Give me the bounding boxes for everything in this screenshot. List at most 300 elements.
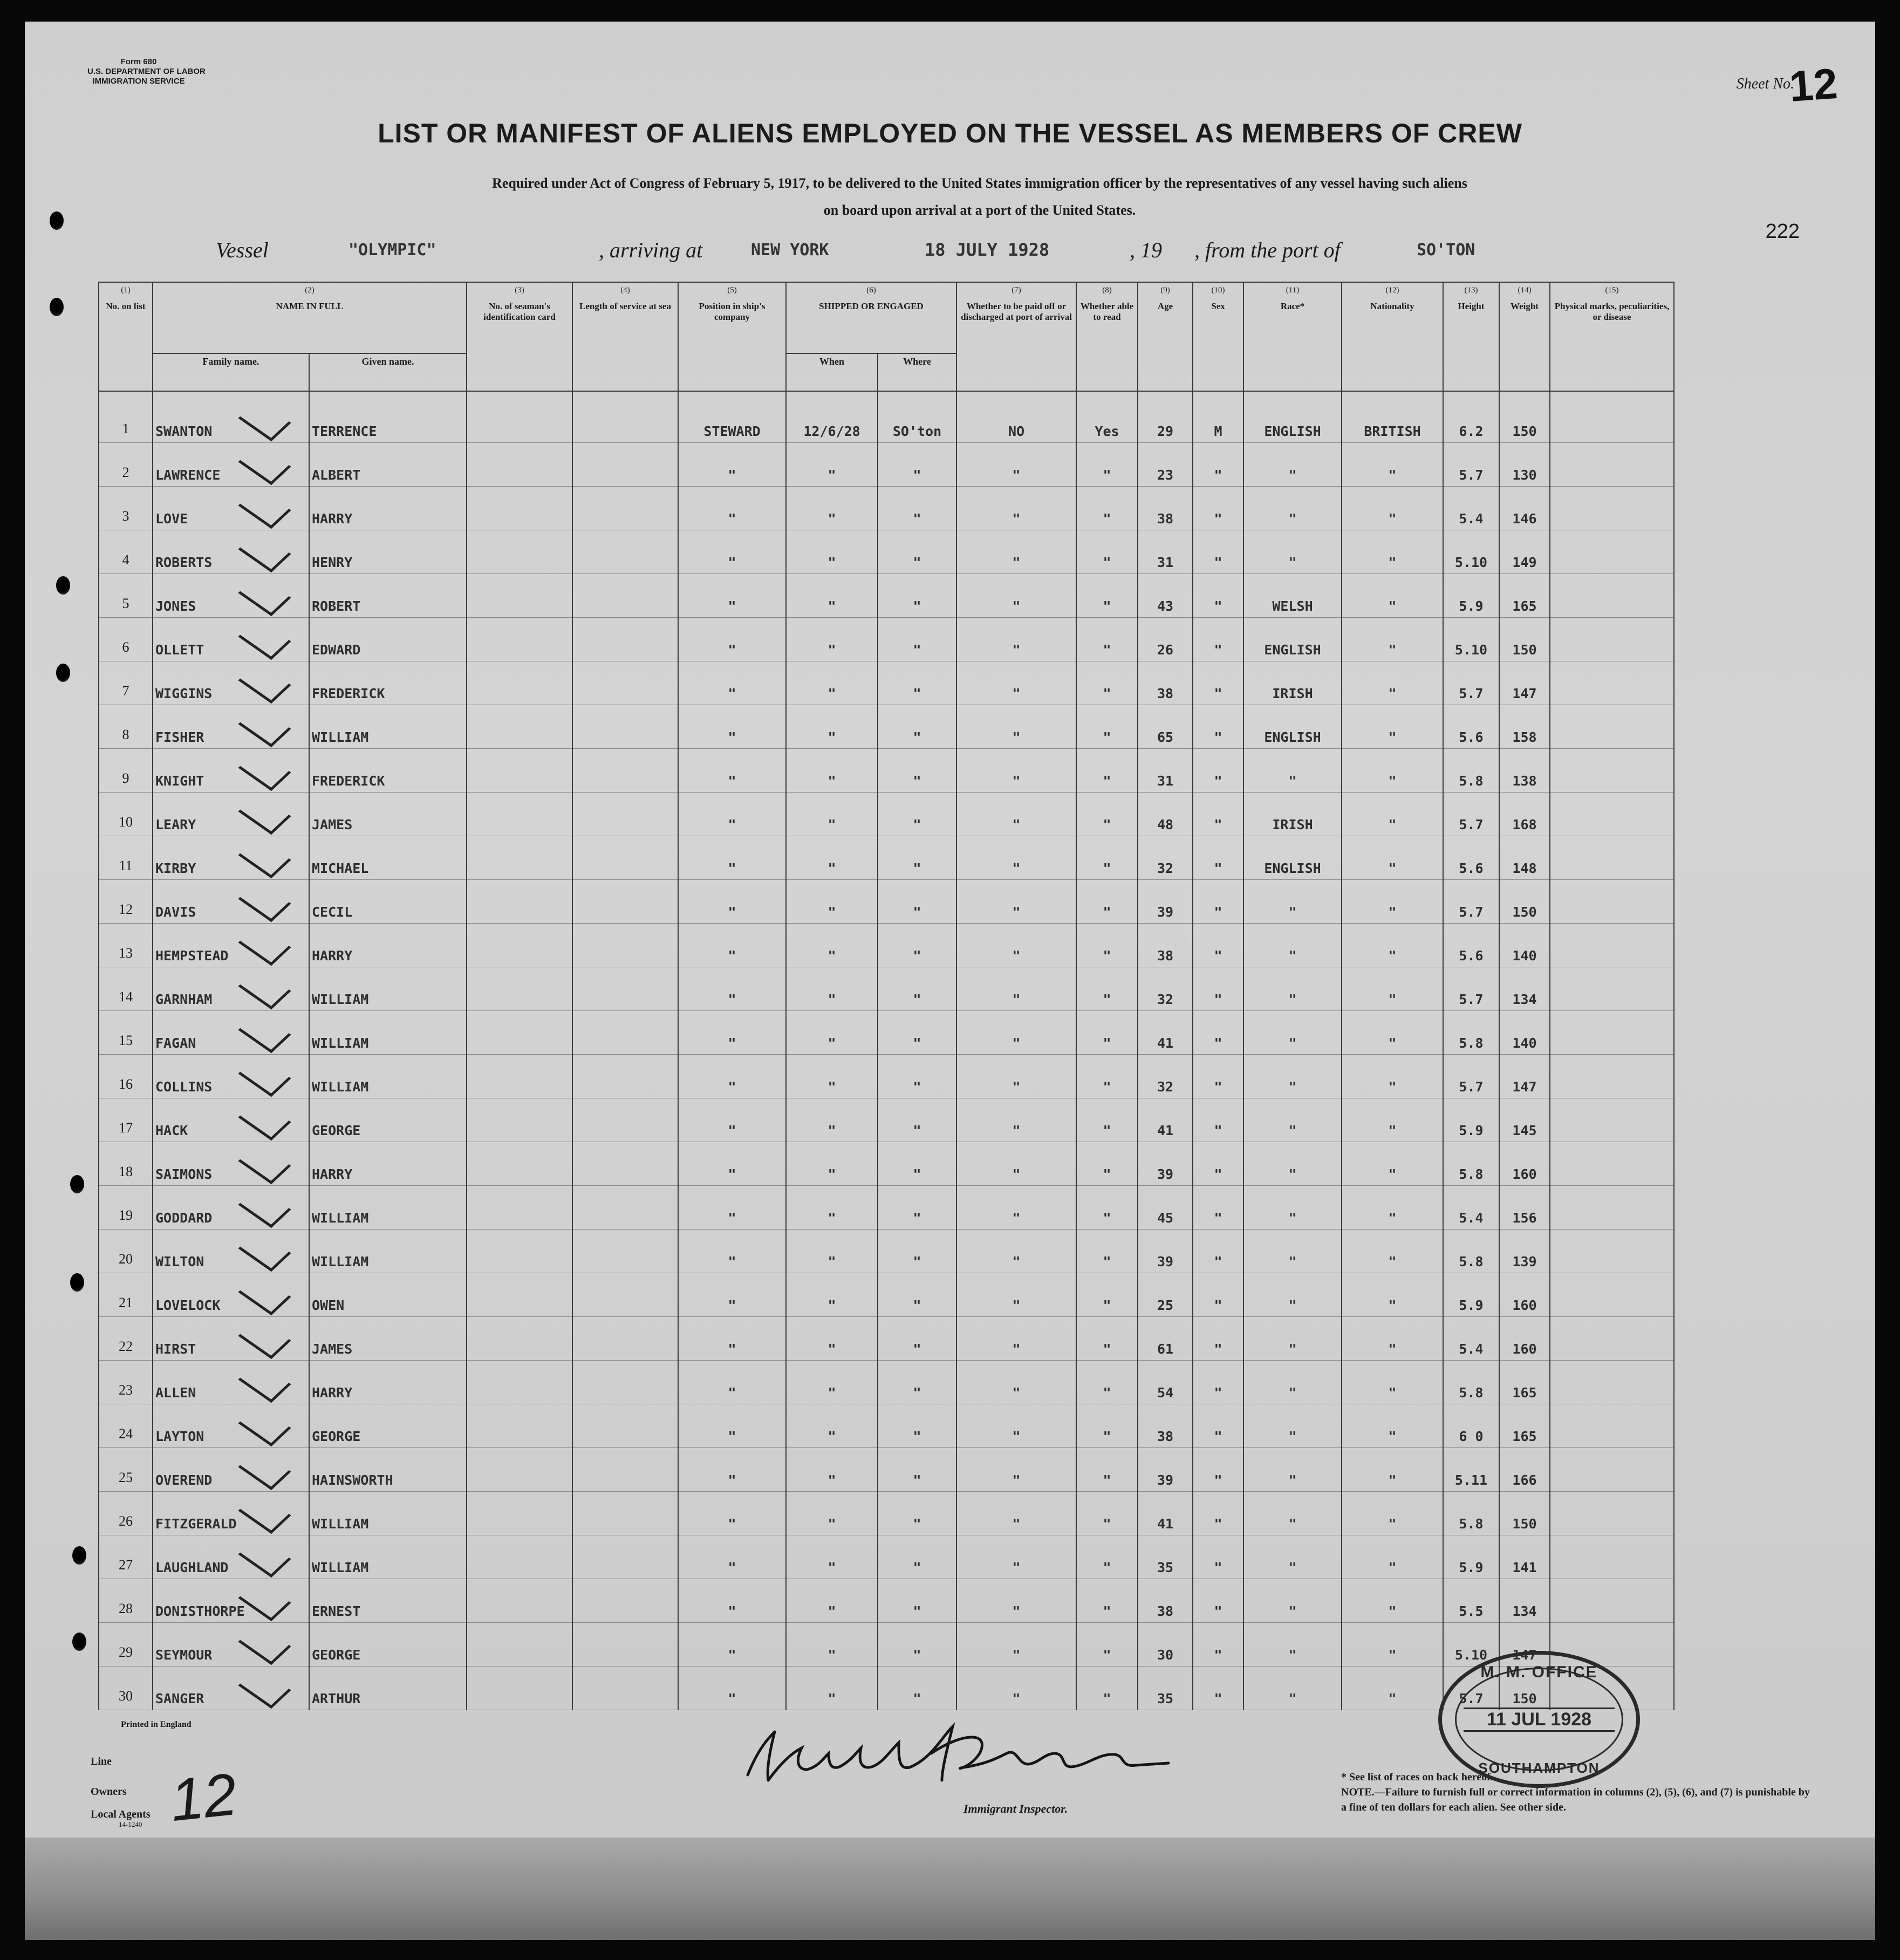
race: " <box>1243 880 1342 924</box>
height: 5.10 <box>1443 1623 1499 1667</box>
paid-off: " <box>956 1055 1076 1098</box>
given-name: TERRENCE <box>309 391 467 443</box>
stamp-bottom-text: SOUTHAMPTON <box>1478 1760 1600 1776</box>
id-card-cell <box>467 1186 572 1230</box>
table-row <box>99 1142 1674 1186</box>
able-to-read: " <box>1076 487 1138 530</box>
position: " <box>678 924 786 967</box>
position: " <box>678 574 786 618</box>
id-card-cell <box>467 1623 572 1667</box>
family-name <box>153 967 309 1011</box>
service-length-cell <box>572 1142 678 1186</box>
row-number: 20 <box>99 1230 153 1273</box>
family-name-text: SEYMOUR <box>155 1647 213 1663</box>
given-name: GEORGE <box>309 1404 467 1448</box>
family-name-text: HACK <box>155 1123 188 1138</box>
sex: " <box>1193 487 1243 530</box>
table-row <box>99 443 1674 487</box>
col-header-where: Where <box>878 353 956 391</box>
height: 5.6 <box>1443 836 1499 880</box>
nationality: " <box>1342 967 1443 1011</box>
family-name <box>153 1317 309 1361</box>
shipped-where: " <box>878 1579 956 1623</box>
paid-off: " <box>956 749 1076 793</box>
able-to-read: " <box>1076 793 1138 836</box>
age: 38 <box>1138 661 1193 705</box>
paid-off: " <box>956 1230 1076 1273</box>
given-name: JAMES <box>309 1317 467 1361</box>
nationality: " <box>1342 1055 1443 1098</box>
row-number: 25 <box>99 1448 153 1492</box>
shipped-when: " <box>786 443 878 487</box>
service-length-cell <box>572 618 678 661</box>
weight: 166 <box>1499 1448 1550 1492</box>
family-name <box>153 1448 309 1492</box>
race: " <box>1243 967 1342 1011</box>
family-name-text: DAVIS <box>155 904 196 920</box>
physical-marks-cell <box>1550 705 1674 749</box>
id-card-cell <box>467 1317 572 1361</box>
table-row <box>99 705 1674 749</box>
form-number: Form 680 <box>120 57 157 66</box>
height: 5.8 <box>1443 1492 1499 1535</box>
service-length-cell <box>572 1230 678 1273</box>
family-name <box>153 618 309 661</box>
id-card-cell <box>467 1055 572 1098</box>
shipped-where: SO'ton <box>878 391 956 443</box>
id-card-cell <box>467 1273 572 1317</box>
shipped-when: " <box>786 1448 878 1492</box>
age: 54 <box>1138 1361 1193 1404</box>
page-title: LIST OR MANIFEST OF ALIENS EMPLOYED ON THE VESSEL AS MEMBERS OF CREW <box>378 118 1522 148</box>
age: 26 <box>1138 618 1193 661</box>
age: 38 <box>1138 487 1193 530</box>
service-length-cell <box>572 705 678 749</box>
arrival-date: 18 JULY 1928 <box>925 240 1050 260</box>
table-row <box>99 1492 1674 1535</box>
handwritten-number: 12 <box>167 1760 240 1834</box>
nationality: " <box>1342 924 1443 967</box>
height: 5.8 <box>1443 1361 1499 1404</box>
row-number: 7 <box>99 661 153 705</box>
paid-off: " <box>956 1273 1076 1317</box>
weight: 150 <box>1499 880 1550 924</box>
race: ENGLISH <box>1243 836 1342 880</box>
service-length-cell <box>572 836 678 880</box>
physical-marks-cell <box>1550 618 1674 661</box>
able-to-read: " <box>1076 967 1138 1011</box>
shipped-when: " <box>786 1492 878 1535</box>
weight: 134 <box>1499 1579 1550 1623</box>
height: 5.10 <box>1443 530 1499 574</box>
service-length-cell <box>572 1448 678 1492</box>
race: " <box>1243 1186 1342 1230</box>
shipped-when: " <box>786 924 878 967</box>
physical-marks-cell <box>1550 793 1674 836</box>
sex: " <box>1193 1186 1243 1230</box>
position: " <box>678 1011 786 1055</box>
weight: 165 <box>1499 574 1550 618</box>
physical-marks-cell <box>1550 880 1674 924</box>
height: 5.9 <box>1443 1535 1499 1579</box>
race: ENGLISH <box>1243 618 1342 661</box>
service-length-cell <box>572 1623 678 1667</box>
service-length-cell <box>572 1579 678 1623</box>
paid-off: " <box>956 924 1076 967</box>
position: " <box>678 1230 786 1273</box>
family-name <box>153 1623 309 1667</box>
physical-marks-cell <box>1550 391 1674 443</box>
weight: 165 <box>1499 1404 1550 1448</box>
position: " <box>678 1098 786 1142</box>
family-name <box>153 924 309 967</box>
row-number: 26 <box>99 1492 153 1535</box>
age: 41 <box>1138 1011 1193 1055</box>
height: 5.7 <box>1443 880 1499 924</box>
given-name: WILLIAM <box>309 1492 467 1535</box>
arriving-port: NEW YORK <box>751 241 829 259</box>
service-length-cell <box>572 1273 678 1317</box>
given-name: HARRY <box>309 1361 467 1404</box>
nationality: " <box>1342 836 1443 880</box>
paid-off: " <box>956 836 1076 880</box>
paid-off: " <box>956 705 1076 749</box>
col-header-service-length: (4) Length of service at sea <box>572 282 678 391</box>
col-header-family-name: Family name. <box>153 353 309 391</box>
shipped-where: " <box>878 1186 956 1230</box>
sex: " <box>1193 1623 1243 1667</box>
race: ENGLISH <box>1243 705 1342 749</box>
physical-marks-cell <box>1550 1448 1674 1492</box>
given-name: OWEN <box>309 1273 467 1317</box>
family-name-text: LAYTON <box>155 1429 204 1444</box>
weight: 158 <box>1499 705 1550 749</box>
from-port-label: , from the port of <box>1194 238 1341 262</box>
race: " <box>1243 1623 1342 1667</box>
sex: " <box>1193 1142 1243 1186</box>
paid-off: " <box>956 1098 1076 1142</box>
sex: " <box>1193 1492 1243 1535</box>
age: 43 <box>1138 574 1193 618</box>
service-length-cell <box>572 1098 678 1142</box>
nationality: " <box>1342 705 1443 749</box>
col-header-weight: (14) Weight <box>1499 282 1550 391</box>
inspector-signature <box>737 1716 1179 1797</box>
able-to-read: " <box>1076 1579 1138 1623</box>
paid-off: " <box>956 1535 1076 1579</box>
height: 6 0 <box>1443 1404 1499 1448</box>
race: " <box>1243 1098 1342 1142</box>
service-length-cell <box>572 487 678 530</box>
nationality: " <box>1342 880 1443 924</box>
given-name: HENRY <box>309 530 467 574</box>
col-header-name: (2) NAME IN FULL <box>153 282 467 353</box>
given-name: GEORGE <box>309 1623 467 1667</box>
paid-off: " <box>956 487 1076 530</box>
height: 5.7 <box>1443 793 1499 836</box>
id-card-cell <box>467 487 572 530</box>
nationality: " <box>1342 530 1443 574</box>
weight: 149 <box>1499 530 1550 574</box>
nationality: " <box>1342 1579 1443 1623</box>
weight: 168 <box>1499 793 1550 836</box>
shipped-when: " <box>786 967 878 1011</box>
family-name-text: SWANTON <box>155 424 213 439</box>
sex: " <box>1193 661 1243 705</box>
line-label: Line <box>91 1756 112 1767</box>
position: " <box>678 967 786 1011</box>
paid-off: " <box>956 1186 1076 1230</box>
height: 5.6 <box>1443 924 1499 967</box>
family-name <box>153 530 309 574</box>
family-name-text: GODDARD <box>155 1210 213 1226</box>
paid-off: " <box>956 530 1076 574</box>
position: " <box>678 1448 786 1492</box>
col-header-id-card: (3) No. of seaman's identification card <box>467 282 572 391</box>
table-row <box>99 924 1674 967</box>
race: " <box>1243 1230 1342 1273</box>
weight: 147 <box>1499 1623 1550 1667</box>
family-name <box>153 836 309 880</box>
family-name-text: FITZGERALD <box>155 1516 237 1532</box>
shipped-where: " <box>878 661 956 705</box>
given-name: WILLIAM <box>309 1055 467 1098</box>
service-length-cell <box>572 924 678 967</box>
age: 39 <box>1138 1448 1193 1492</box>
table-row <box>99 880 1674 924</box>
family-name-text: LOVELOCK <box>155 1297 221 1313</box>
sex: " <box>1193 1361 1243 1404</box>
service-length-cell <box>572 1186 678 1230</box>
service-length-cell <box>572 1667 678 1710</box>
id-card-cell <box>467 749 572 793</box>
service-length-cell <box>572 1011 678 1055</box>
table-row <box>99 1230 1674 1273</box>
given-name: FREDERICK <box>309 661 467 705</box>
shipped-where: " <box>878 1404 956 1448</box>
position: " <box>678 1317 786 1361</box>
col-header-shipped: (6) SHIPPED OR ENGAGED <box>786 282 956 353</box>
shipped-when: " <box>786 1186 878 1230</box>
sex: " <box>1193 1535 1243 1579</box>
race: WELSH <box>1243 574 1342 618</box>
row-number: 17 <box>99 1098 153 1142</box>
family-name-text: OVEREND <box>155 1472 213 1488</box>
position: " <box>678 1273 786 1317</box>
paid-off: " <box>956 443 1076 487</box>
binder-hole <box>56 664 70 682</box>
stamp-date: 11 JUL 1928 <box>1464 1708 1615 1732</box>
service-length-cell <box>572 1361 678 1404</box>
family-name-text: COLLINS <box>155 1079 213 1095</box>
age: 65 <box>1138 705 1193 749</box>
col-header-height: (13) Height <box>1443 282 1499 391</box>
age: 48 <box>1138 793 1193 836</box>
local-agents-label: Local Agents <box>91 1808 151 1820</box>
department-name: U.S. DEPARTMENT OF LABOR <box>87 67 206 76</box>
shipped-when: " <box>786 1579 878 1623</box>
position: " <box>678 443 786 487</box>
table-row <box>99 1448 1674 1492</box>
race: IRISH <box>1243 793 1342 836</box>
binder-hole <box>72 1546 86 1565</box>
sex: " <box>1193 705 1243 749</box>
id-card-cell <box>467 880 572 924</box>
family-name <box>153 1535 309 1579</box>
race: IRISH <box>1243 661 1342 705</box>
physical-marks-cell <box>1550 1361 1674 1404</box>
nationality: BRITISH <box>1342 391 1443 443</box>
table-row <box>99 1273 1674 1317</box>
given-name: CECIL <box>309 880 467 924</box>
able-to-read: " <box>1076 1492 1138 1535</box>
row-number: 13 <box>99 924 153 967</box>
table-row <box>99 530 1674 574</box>
height: 5.7 <box>1443 1055 1499 1098</box>
position: " <box>678 836 786 880</box>
able-to-read: " <box>1076 1186 1138 1230</box>
race: " <box>1243 1011 1342 1055</box>
physical-marks-cell <box>1550 924 1674 967</box>
paid-off: " <box>956 1317 1076 1361</box>
given-name: FREDERICK <box>309 749 467 793</box>
service-length-cell <box>572 749 678 793</box>
given-name: ARTHUR <box>309 1667 467 1710</box>
family-name-text: LAWRENCE <box>155 467 221 483</box>
row-number: 3 <box>99 487 153 530</box>
position: " <box>678 1142 786 1186</box>
family-name <box>153 705 309 749</box>
paid-off: " <box>956 1579 1076 1623</box>
sex: " <box>1193 749 1243 793</box>
weight: 150 <box>1499 1667 1550 1710</box>
physical-marks-cell <box>1550 1492 1674 1535</box>
family-name-text: HIRST <box>155 1341 196 1357</box>
sex: " <box>1193 1011 1243 1055</box>
paid-off: " <box>956 1142 1076 1186</box>
service-length-cell <box>572 443 678 487</box>
family-name-text: KNIGHT <box>155 773 204 789</box>
id-card-cell <box>467 1667 572 1710</box>
sex: " <box>1193 1448 1243 1492</box>
sex: " <box>1193 443 1243 487</box>
row-number: 15 <box>99 1011 153 1055</box>
weight: 150 <box>1499 391 1550 443</box>
shipped-where: " <box>878 1055 956 1098</box>
from-port: SO'TON <box>1417 241 1475 259</box>
crew-rows <box>99 391 1674 1710</box>
row-number: 8 <box>99 705 153 749</box>
table-row <box>99 1667 1674 1710</box>
position: " <box>678 1186 786 1230</box>
service-length-cell <box>572 391 678 443</box>
row-number: 14 <box>99 967 153 1011</box>
race: " <box>1243 1535 1342 1579</box>
service-length-cell <box>572 880 678 924</box>
nationality: " <box>1342 749 1443 793</box>
table-row <box>99 967 1674 1011</box>
page-number: 222 <box>1765 220 1800 243</box>
position: " <box>678 1055 786 1098</box>
able-to-read: " <box>1076 1273 1138 1317</box>
height: 5.7 <box>1443 1667 1499 1710</box>
table-row <box>99 793 1674 836</box>
family-name-text: ROBERTS <box>155 555 213 570</box>
position: " <box>678 618 786 661</box>
race: " <box>1243 1579 1342 1623</box>
row-number: 6 <box>99 618 153 661</box>
row-number: 18 <box>99 1142 153 1186</box>
age: 25 <box>1138 1273 1193 1317</box>
weight: 130 <box>1499 443 1550 487</box>
paid-off: " <box>956 793 1076 836</box>
nationality: " <box>1342 1230 1443 1273</box>
weight: 160 <box>1499 1142 1550 1186</box>
able-to-read: " <box>1076 1404 1138 1448</box>
race: " <box>1243 443 1342 487</box>
family-name-text: FAGAN <box>155 1035 196 1051</box>
family-name <box>153 574 309 618</box>
position: " <box>678 1535 786 1579</box>
race: " <box>1243 487 1342 530</box>
weight: 150 <box>1499 618 1550 661</box>
height: 5.8 <box>1443 1011 1499 1055</box>
paid-off: " <box>956 618 1076 661</box>
age: 32 <box>1138 967 1193 1011</box>
family-name <box>153 1186 309 1230</box>
nationality: " <box>1342 1273 1443 1317</box>
given-name: WILLIAM <box>309 1230 467 1273</box>
row-number: 27 <box>99 1535 153 1579</box>
id-card-cell <box>467 705 572 749</box>
shipped-where: " <box>878 967 956 1011</box>
weight: 140 <box>1499 1011 1550 1055</box>
shipped-when: " <box>786 1317 878 1361</box>
shipped-where: " <box>878 1535 956 1579</box>
shipped-when: " <box>786 1011 878 1055</box>
race: ENGLISH <box>1243 391 1342 443</box>
family-name <box>153 749 309 793</box>
physical-marks-cell <box>1550 1535 1674 1579</box>
nationality: " <box>1342 487 1443 530</box>
row-number: 19 <box>99 1186 153 1230</box>
nationality: " <box>1342 443 1443 487</box>
table-row <box>99 1186 1674 1230</box>
able-to-read: Yes <box>1076 391 1138 443</box>
row-number: 11 <box>99 836 153 880</box>
able-to-read: " <box>1076 1317 1138 1361</box>
race: " <box>1243 1273 1342 1317</box>
table-row <box>99 836 1674 880</box>
paid-off: " <box>956 880 1076 924</box>
shipped-when: " <box>786 1667 878 1710</box>
shipped-where: " <box>878 487 956 530</box>
col-header-position: (5) Position in ship's company <box>678 282 786 391</box>
paid-off: " <box>956 1623 1076 1667</box>
shipped-when: " <box>786 1142 878 1186</box>
row-number: 28 <box>99 1579 153 1623</box>
service-length-cell <box>572 661 678 705</box>
able-to-read: " <box>1076 1055 1138 1098</box>
id-card-cell <box>467 1492 572 1535</box>
sheet-number-value: 12 <box>1787 59 1839 111</box>
weight: 148 <box>1499 836 1550 880</box>
table-row <box>99 618 1674 661</box>
given-name: MICHAEL <box>309 836 467 880</box>
table-row <box>99 1055 1674 1098</box>
table-row <box>99 574 1674 618</box>
height: 6.2 <box>1443 391 1499 443</box>
